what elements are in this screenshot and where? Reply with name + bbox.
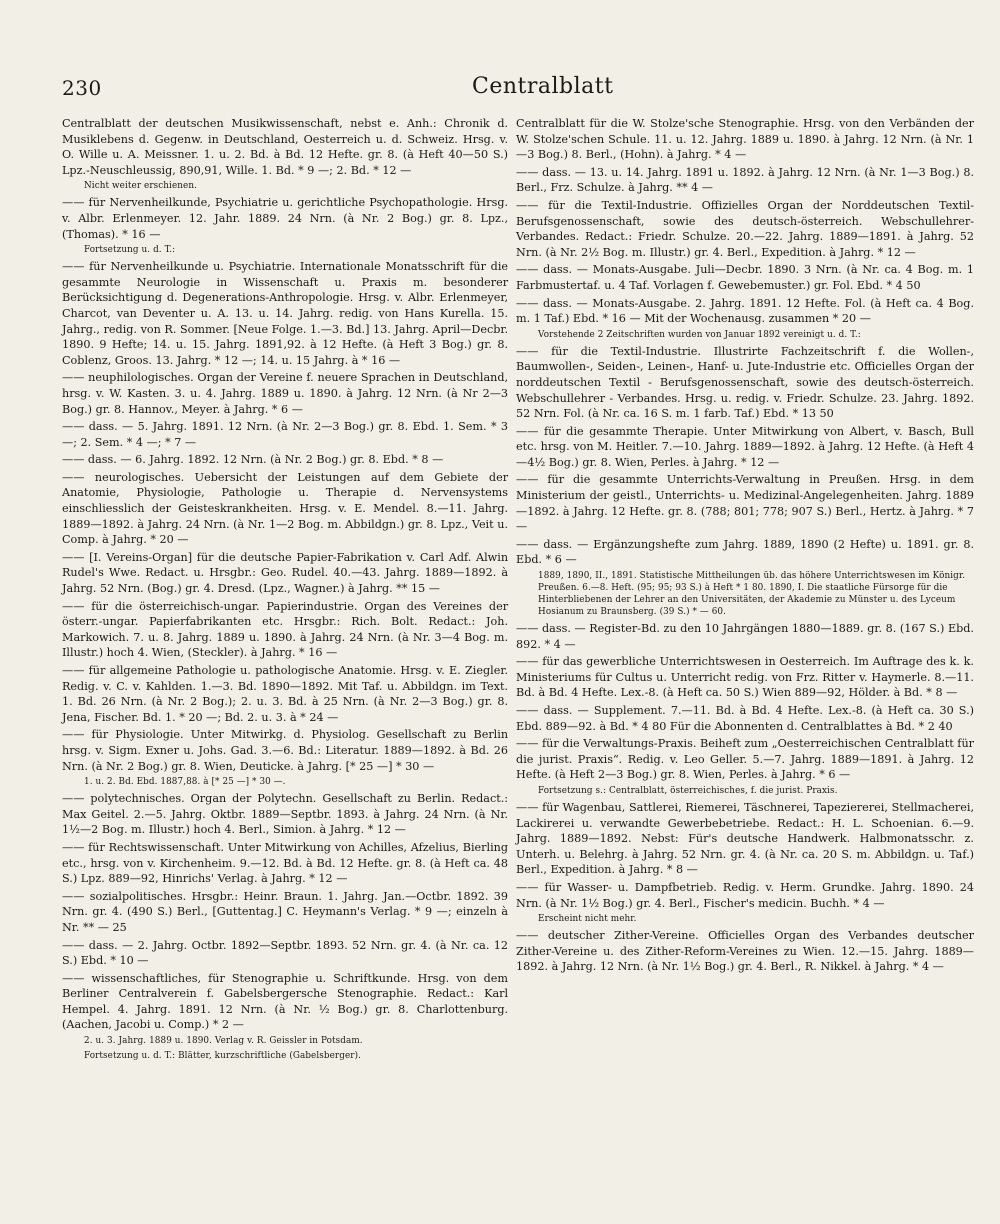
page-header bbox=[62, 68, 974, 116]
bibliographic-entry: —— für allgemeine Pathologie u. pathologische Anatomie. Hrsg. v. E. Ziegler. Redig. v. C. v. Kahlden. 1.—3. Bd. 1890—1892. Mit Taf. u. Abbildgn. im Text. 1. Bd. 26 Nrn. (à Nr. 2 Bog.); 2. u. 3. Bd. à 25 Nrn. (à Nr. 2—3 Bog.) gr. 8. Jena, Fischer. Bd. 1. * 20 —; Bd. 2. u. 3. à * 24 — bbox=[62, 664, 509, 724]
bibliographic-entry: —— dass. — Monats-Ausgabe. Juli—Decbr. 1890. 3 Nrn. (à Nr. ca. 4 Bog. m. 1 Farbmustertaf. u. 4 Taf. Vorlagen f. Gewebemuster.) gr. Fol. Ebd. * 4 50 bbox=[516, 263, 974, 292]
running-title: Centralblatt bbox=[472, 74, 614, 99]
bibliographic-entry: —— deutscher Zither-Vereine. Officielles Organ des Verbandes deutscher Zither-Vereine u. des Zither-Reform-Vereines zu Wien. 12.—15. Jahrg. 1889—1892. à Jahrg. 12 Nrn. (à Nr. 1½ Bog.) gr. 4. Berl., R. Nikkel. à Jahrg. * 4 — bbox=[516, 929, 974, 974]
right-column bbox=[516, 116, 974, 1065]
bibliographic-entry: —— für die Textil-Industrie. Offizielles Organ der Norddeutschen Textil-Berufsgenossenschaft, sowie des deutsch-österreich. Webschullehrer-Verbandes. Redact.: Friedr. Schulze. 20.—22. Jahrg. 1889—1891. à Jahrg. 52 Nrn. (à Nr. 2½ Bog. m. Illustr.) gr. 4. Berl., Expedition. à Jahrg. * 12 — bbox=[516, 198, 974, 259]
bibliographic-entry: Centralblatt der deutschen Musikwissenschaft, nebst e. Anh.: Chronik d. Musiklebens d. Gegenw. in Deutschland, Oesterreich u. d. Schweiz. Hrsg. v. O. Wille u. A. Meissner. 1. u. 2. Bd. à Bd. 12 Hefte. gr. 8. (à Heft 40—50 S.) Lpz.-Neuschleussig, 890,91, Wille. 1. Bd. * 9 —; 2. Bd. * 12 — bbox=[62, 117, 509, 177]
bibliographic-entry: —— wissenschaftliches, für Stenographie u. Schriftkunde. Hrsg. von dem Berliner Centralverein f. Gabelsbergersche Stenographie. Redact.: Karl Hempel. 4. Jahrg. 1891. 12 Nrn. (à Nr. ½ Bog.) gr. 8. Charlottenburg. (Aachen, Jacobi u. Comp.) * 2 — bbox=[62, 971, 509, 1032]
bibliographic-entry: —— für Nervenheilkunde, Psychiatrie u. gerichtliche Psychopathologie. Hrsg. v. Albr. Erlenmeyer. 12. Jahr. 1889. 24 Nrn. (à Nr. 2 Bog.) gr. 8. Lpz., (Thomas). * 16 — bbox=[62, 196, 509, 241]
bibliographic-entry: —— neurologisches. Uebersicht der Leistungen auf dem Gebiete der Anatomie, Physiologie, Pathologie u. Therapie d. Nervensystems einschliesslich der Geisteskrankheiten. Hrsg. v. E. Mendel. 8.—11. Jahrg. 1889—1892. à Jahrg. 24 Nrn. (à Nr. 1—2 Bog. m. Abbildgn.) gr. 8. Lpz., Veit u. Comp. à Jahrg. * 20 — bbox=[62, 470, 509, 547]
bibliographic-note: Nicht weiter erschienen. bbox=[84, 181, 197, 192]
bibliographic-note: 1. u. 2. Bd. Ebd. 1887,88. à [* 25 —] * 30 —. bbox=[84, 777, 286, 788]
left-column bbox=[62, 116, 508, 1065]
bibliographic-entry: —— für Wasser- u. Dampfbetrieb. Redig. v. Herm. Grundke. Jahrg. 1890. 24 Nrn. (à Nr. 1½ Bog.) gr. 4. Berl., Fischer's medicin. Buchh. * 4 — bbox=[516, 880, 974, 910]
bibliographic-entry: Centralblatt für die W. Stolze'sche Stenographie. Hrsg. von den Verbänden der W. Stolze'schen Schule. 11. u. 12. Jahrg. 1889 u. 1890. à Jahrg. 12 Nrn. (à Nr. 1—3 Bog.) 8. Berl., (Hohn). à Jahrg. * 4 — bbox=[516, 117, 974, 162]
bibliographic-note: Erscheint nicht mehr. bbox=[538, 914, 637, 925]
bibliographic-entry: —— für die Verwaltungs-Praxis. Beiheft zum „Oesterreichischen Centralblatt für die jurist. Praxis“. Redig. v. Leo Geller. 5.—7. Jahrg. 1889—1891. à Jahrg. 12 Hefte. (à Heft 2—3 Bog.) gr. 8. Wien, Perles. à Jahrg. * 6 — bbox=[516, 737, 974, 782]
bibliographic-note: Vorstehende 2 Zeitschriften wurden von Januar 1892 vereinigt u. d. T.: bbox=[538, 329, 861, 340]
bibliographic-entry: —— für das gewerbliche Unterrichtswesen in Oesterreich. Im Auftrage des k. k. Ministeriums für Cultus u. Unterricht redig. von Frz. Ritter v. Haymerle. 8.—11. Bd. à Bd. 4 Hefte. Lex.-8. (à Heft ca. 50 S.) Wien 889—92, Hölder. à Bd. * 8 — bbox=[516, 655, 974, 700]
bibliographic-entry: —— für Nervenheilkunde u. Psychiatrie. Internationale Monatsschrift für die gesammte Neurologie in Wissenschaft u. Praxis m. besonderer Berücksichtigung d. Degenerations-Anthropologie. Hrsg. v. Albr. Erlenmeyer, Charcot, van Deventer u. A. 13. u. 14. Jahrg. redig. von Hans Kurella. 15. Jahrg., redig. von R. Sommer. [Neue Folge. 1.—3. Bd.] 13. Jahrg. April—Decbr. 1890. 9 Hefte; 14. u. 15. Jahrg. 1891,92. à 12 Hefte. (à Heft 3 Bog.) gr. 8. Coblenz, Groos. 13. Jahrg. * 12 —; 14. u. 15 Jahrg. à * 16 — bbox=[62, 260, 509, 367]
bibliographic-entry: —— dass. — 13. u. 14. Jahrg. 1891 u. 1892. à Jahrg. 12 Nrn. (à Nr. 1—3 Bog.) 8. Berl., Frz. Schulze. à Jahrg. ** 4 — bbox=[516, 165, 974, 195]
bibliographic-entry: —— dass. — Supplement. 7.—11. Bd. à Bd. 4 Hefte. Lex.-8. (à Heft ca. 30 S.) Ebd. 889—92. à Bd. * 4 80 Für die Abonnenten d. Centralblattes à Bd. * 2 40 bbox=[516, 704, 974, 733]
bibliographic-entry: —— dass. — 2. Jahrg. Octbr. 1892—Septbr. 1893. 52 Nrn. gr. 4. (à Nr. ca. 12 S.) Ebd. * 10 — bbox=[62, 938, 509, 968]
bibliographic-entry: —— für die gesammte Unterrichts-Verwaltung in Preußen. Hrsg. in dem Ministerium der geistl., Unterrichts- u. Medizinal-Angelegenheiten. Jahrg. 1889—1892. à Jahrg. 12 Hefte. gr. 8. (788; 801; 778; 907 S.) Berl., Hertz. à Jahrg. * 7 — bbox=[516, 473, 974, 534]
bibliographic-note: 2. u. 3. Jahrg. 1889 u. 1890. Verlag v. R. Geissler in Potsdam. bbox=[84, 1036, 363, 1047]
bibliographic-entry: —— für Wagenbau, Sattlerei, Riemerei, Täschnerei, Tapeziererei, Stellmacherei, Lackirerei u. verwandte Gewerbebetriebe. Redact.: H. L. Schoenian. 6.—9. Jahrg. 1889—1892. Nebst: Für's deutsche Handwerk. Halbmonatsschr. z. Unterh. u. Belehrg. à Jahrg. 52 Nrn. gr. 4. (à Nr. ca. 20 S. m. Abbildgn. u. Taf.) Berl., Expedition. à Jahrg. * 8 — bbox=[516, 800, 974, 877]
bibliographic-entry: —— dass. — 6. Jahrg. 1892. 12 Nrn. (à Nr. 2 Bog.) gr. 8. Ebd. * 8 — bbox=[62, 453, 444, 467]
bibliographic-note: Fortsetzung u. d. T.: Blätter, kurzschriftliche (Gabelsberger). bbox=[84, 1051, 362, 1062]
bibliographic-entry: —— für die Textil-Industrie. Illustrirte Fachzeitschrift f. die Wollen-, Baumwollen-, Seiden-, Leinen-, Hanf- u. Jute-Industrie etc. Officielles Organ der norddeutschen Textil - Berufsgenossenschaft, sowie des deutsch-österreich. Webschullehrer - Verbandes. Hrsg. u. redig. v. Friedr. Schulze. 23. Jahrg. 1892. 52 Nrn. Fol. (à Nr. ca. 16 S. m. 1 farb. Taf.) Ebd. * 13 50 bbox=[516, 344, 974, 421]
bibliographic-entry: —— polytechnisches. Organ der Polytechn. Gesellschaft zu Berlin. Redact.: Max Geitel. 2.—5. Jahrg. Oktbr. 1889—Septbr. 1893. à Jahrg. 24 Nrn. (à Nr. 1½—2 Bog. m. Illustr.) hoch 4. Berl., Simion. à Jahrg. * 12 — bbox=[62, 792, 509, 837]
bibliographic-entry: —— für die gesammte Therapie. Unter Mitwirkung von Albert, v. Basch, Bull etc. hrsg. von M. Heitler. 7.—10. Jahrg. 1889—1892. à Jahrg. 12 Hefte. (à Heft 4—4½ Bog.) gr. 8. Wien, Perles. à Jahrg. * 12 — bbox=[516, 424, 974, 469]
columns bbox=[62, 116, 974, 1065]
bibliographic-entry: —— neuphilologisches. Organ der Vereine f. neuere Sprachen in Deutschland, hrsg. v. W. Kasten. 3. u. 4. Jahrg. 1889 u. 1890. à Jahrg. 12 Nrn. (à Nr 2—3 Bog.) gr. 8. Hannov., Meyer. à Jahrg. * 6 — bbox=[62, 371, 509, 416]
bibliographic-note: Fortsetzung u. d. T.: bbox=[84, 245, 176, 256]
bibliographic-entry: —— [I. Vereins-Organ] für die deutsche Papier-Fabrikation v. Carl Adf. Alwin Rudel's Wwe. Redact. u. Hrsgbr.: Geo. Rudel. 40.—43. Jahrg. 1889—1892. à Jahrg. 52 Nrn. (Bog.) gr. 4. Dresd. (Lpz., Wagner.) à Jahrg. ** 15 — bbox=[62, 550, 509, 596]
bibliographic-entry: —— dass. — Register-Bd. zu den 10 Jahrgängen 1880—1889. gr. 8. (167 S.) Ebd. 892. * 4 — bbox=[516, 622, 974, 651]
bibliographic-entry: —— für Rechtswissenschaft. Unter Mitwirkung von Achilles, Afzelius, Bierling etc., hrsg. von v. Kirchenheim. 9.—12. Bd. à Bd. 12 Hefte. gr. 8. (à Heft ca. 48 S.) Lpz. 889—92, Hinrichs' Verlag. à Jahrg. * 12 — bbox=[62, 840, 509, 886]
bibliographic-entry: —— sozialpolitisches. Hrsgbr.: Heinr. Braun. 1. Jahrg. Jan.—Octbr. 1892. 39 Nrn. gr. 4. (490 S.) Berl., [Guttentag.] C. Heymann's Verlag. * 9 —; einzeln à Nr. ** — 25 bbox=[62, 889, 509, 934]
bibliographic-entry: —— dass. — Ergänzungshefte zum Jahrg. 1889, 1890 (2 Hefte) u. 1891. gr. 8. Ebd. * 6 — bbox=[516, 537, 974, 567]
bibliographic-note: Fortsetzung s.: Centralblatt, österreichisches, f. die jurist. Praxis. bbox=[538, 785, 838, 796]
bibliographic-entry: —— dass. — 5. Jahrg. 1891. 12 Nrn. (à Nr. 2—3 Bog.) gr. 8. Ebd. 1. Sem. * 3 —; 2. Sem. * 4 —; * 7 — bbox=[62, 420, 509, 449]
bibliographic-entry: —— für Physiologie. Unter Mitwirkg. d. Physiolog. Gesellschaft zu Berlin hrsg. v. Sigm. Exner u. Johs. Gad. 3.—6. Bd.: Literatur. 1889—1892. à Bd. 26 Nrn. (à Nr. 2 Bog.) gr. 8. Wien, Deuticke. à Jahrg. [* 25 —] * 30 — bbox=[62, 728, 509, 773]
bibliographic-entry: —— für die österreichisch-ungar. Papierindustrie. Organ des Vereines der österr.-ungar. Papierfabrikanten etc. Hrsgbr.: Rich. Bolt. Redact.: Joh. Markowich. 7. u. 8. Jahrg. 1889 u. 1890. à Jahrg. 24 Nrn. (à Nr. 3—4 Bog. m. Illustr.) hoch 4. Wien, (Steckler). à Jahrg. * 16 — bbox=[62, 599, 509, 660]
page-number: 230 bbox=[62, 76, 102, 100]
bibliographic-entry: —— dass. — Monats-Ausgabe. 2. Jahrg. 1891. 12 Hefte. Fol. (à Heft ca. 4 Bog. m. 1 Taf.) Ebd. * 16 — Mit der Wochenausg. zusammen * 20 — bbox=[516, 296, 974, 326]
bibliographic-note: 1889, 1890, II., 1891. Statistische Mittheilungen üb. das höhere Unterrichtswesen im Königr. Preußen. 6.—8. Heft. (95; 95; 93 S.) à Heft * 1 80. 1890, I. Die staatliche Fürsorge für die Hinterbliebenen der Lehrer an den Universitäten, der Akademie zu Münster u. des Lyceum Hosianum zu Braunsberg. (39 S.) * — 60. bbox=[538, 571, 966, 618]
